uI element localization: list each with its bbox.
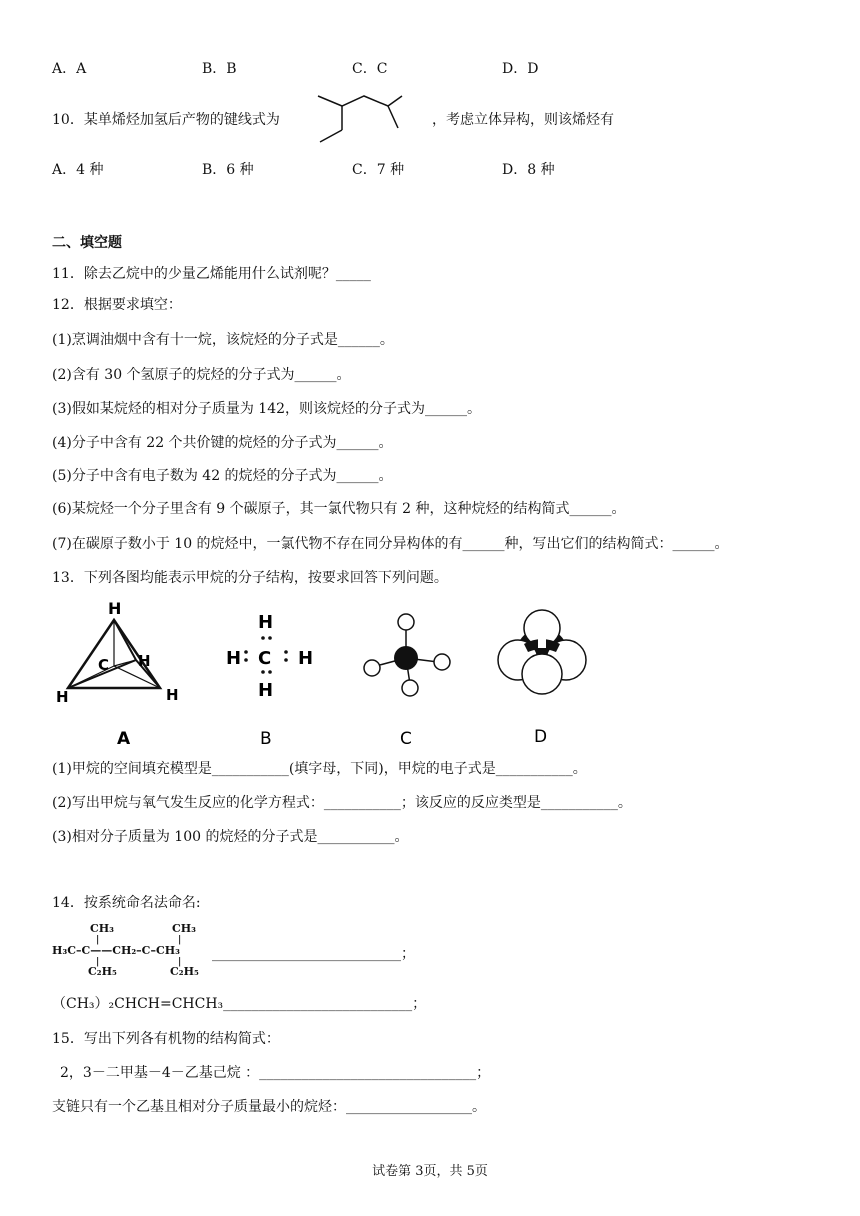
svg-text:H: H	[258, 680, 274, 701]
q10-text-after: ，考虑立体异构，则该烯烃有	[432, 112, 614, 128]
q13-item-3: (3)相对分子质量为 100 的烷烃的分子式是___________。	[52, 829, 409, 845]
methane-tetrahedron-figure	[52, 598, 192, 748]
figure-label-d: D	[534, 727, 548, 747]
methane-electron-dot-figure	[218, 598, 328, 748]
q12-item-7: (7)在碳原子数小于 10 的烷烃中，一氯代物不存在同分异构体的有______种，写出它们的结构简式：______。	[52, 536, 729, 552]
q9-option-d: D．D	[502, 61, 539, 77]
formula-bottom-c2h5-1: C₂H₅	[88, 965, 117, 978]
structural-formula: CH₃ CH₃ | | H₃C–C——CH₂–C–CH₃ | | C₂H₅ C₂H₅	[52, 922, 199, 978]
section-title: 二、填空题	[52, 235, 122, 251]
formula-main-chain: H₃C–C——CH₂–C–CH₃	[52, 944, 180, 957]
q12-title: 12．根据要求填空：	[52, 297, 182, 313]
q12-item-2: (2)含有 30 个氢原子的烷烃的分子式为______。	[52, 367, 351, 383]
q15-item-1: 2，3－二甲基－4－乙基己烷 ：_______________________________；	[60, 1065, 491, 1081]
q10-option-b: B．6 种	[202, 162, 254, 178]
formula-top-ch3-2: CH₃	[172, 922, 196, 935]
svg-text:H: H	[108, 599, 122, 618]
svg-text:H: H	[56, 688, 69, 706]
q10-option-d: D．8 种	[502, 162, 555, 178]
page-footer: 试卷第 3页，共 5页	[372, 1164, 488, 1179]
q15-item-2: 支链只有一个乙基且相对分子质量最小的烷烃：__________________。	[52, 1099, 486, 1115]
q12-item-3: (3)假如某烷烃的相对分子质量为 142，则该烷烃的分子式为______。	[52, 401, 482, 417]
q9-option-a: A．A	[52, 61, 87, 77]
q12-item-6: (6)某烷烃一个分子里含有 9 个碳原子，其一氯代物只有 2 种，这种烷烃的结构简式______。	[52, 501, 626, 517]
q10-option-c: C．7 种	[352, 162, 405, 178]
figure-label-c: C	[400, 729, 412, 748]
formula-bottom-c2h5-2: C₂H₅	[170, 965, 199, 978]
q12-item-4: (4)分子中含有 22 个共价键的烷烃的分子式为______。	[52, 435, 393, 451]
q9-option-b: B．B	[202, 61, 237, 77]
q12-item-1: (1)烹调油烟中含有十一烷，该烷烃的分子式是______。	[52, 332, 394, 348]
q13-title: 13．下列各图均能表示甲烷的分子结构，按要求回答下列问题。	[52, 570, 448, 586]
svg-text:H: H	[258, 612, 274, 633]
q10-option-a: A．4 种	[52, 162, 104, 178]
formula-top-ch3-1: CH₃	[90, 922, 114, 935]
figure-label-a: A	[117, 729, 131, 748]
svg-text:H: H	[226, 648, 242, 669]
q13-item-2: (2)写出甲烷与氧气发生反应的化学方程式：___________；该反应的反应类型是___________。	[52, 795, 632, 811]
svg-text:H: H	[138, 652, 151, 670]
q10-text-before: 10．某单烯烃加氢后产物的键线式为	[52, 112, 280, 128]
methane-ball-stick-figure	[358, 600, 458, 748]
figure-label-b: B	[260, 729, 272, 748]
skeletal-formula-figure	[298, 82, 428, 146]
q15-title: 15．写出下列各有机物的结构简式：	[52, 1031, 280, 1047]
q11-text: 11．除去乙烷中的少量乙烯能用什么试剂呢？_____	[52, 266, 371, 282]
q14-title: 14．按系统命名法命名:	[52, 895, 201, 911]
svg-text:H: H	[298, 648, 314, 669]
methane-space-filling-figure	[494, 604, 590, 748]
svg-text:C: C	[258, 648, 272, 669]
q14-blank-1: ___________________________；	[212, 946, 415, 962]
q13-item-1: (1)甲烷的空间填充模型是___________(填字母，下同)，甲烷的电子式是___________。	[52, 761, 587, 777]
svg-text:H: H	[166, 686, 179, 704]
q12-item-5: (5)分子中含有电子数为 42 的烷烃的分子式为______。	[52, 468, 393, 484]
q9-option-c: C．C	[352, 61, 388, 77]
svg-text:C: C	[98, 656, 110, 674]
q14-item-2: （CH₃）₂CHCH=CHCH₃___________________________；	[52, 996, 427, 1012]
